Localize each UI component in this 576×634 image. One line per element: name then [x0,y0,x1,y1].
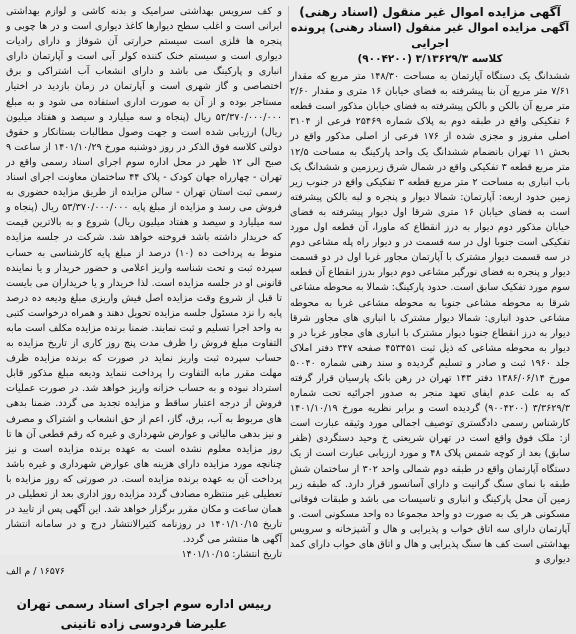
publish-date: تاریخ انتشار: ۱۴۰۱/۱۰/۱۵ [181,549,282,561]
notice-title: آگهی مزایده اموال غیر منقول (اسناد رهنی) [299,5,561,19]
notice-subtitle: آگهی مزایده اموال غیر منقول (اسناد رهنی) پرونده اجرایی [290,21,570,50]
left-body-text: و کف سرویس بهداشتی سرامیک و بدنه کاشی و لوازم بهداشتی ایرانی است و اغلب سطح دیوارها کاغذ دیواری است و در ها چوبی و پنجره ها فلزی است سیستم حرارتی آن شوفاژ و دارای رادیات دیواری است و سیستم خنک کننده کولر آبی است و آپارتمان دارای انباری و پارکینگ می باشد و دارای انشعاب آب اشتراکی و برق اختصاصی و گاز شهری است و آپارتمان در زمان بازدید در اختیار مستاجر بوده و از آن به صورت اداری استفاده می شود و به مبلغ ۵۳/۳۷۰/۰۰۰/۰۰۰ ریال (پنجاه و سه میلیارد و سیصد و هفتاد میلیون ریال) ارزیابی شده است و جهت وصول مطالبات بستانکار و حقوق دولتی کلاسه فوق الذکر در روز دوشنبه مورخ ۱۴۰۱/۱۰/۲۹ از ساعت ۹ صبح الی ۱۲ ظهر در محل اداره سوم اجرای اسناد رسمی واقع در تهران - چهارراه جهان کودک - پلاک ۴۴ ساختمان معاونت اجرای اسناد رسمی ثبت استان تهران - سالن مزایده از طریق مزایده حضوری به فروش می رسد و مزایده از مبلغ پایه ۵۳/۳۷۰/۰۰۰/۰۰۰ ریال (پنجاه و سه میلیارد و سیصد و هفتاد میلیون ریال) شروع و به بالاترین قیمت که خریدار داشته باشد فروخته خواهد شد. شرکت در جلسه مزایده منوط به پرداخت ده (۱۰) درصد از مبلغ پایه کارشناسی به حساب سپرده ثبت و تحت شناسه واریز اعلامی و حضور خریدار و یا نماینده قانونی او در جلسه مزایده است. لذا خریدار و یا خریداران می بایست تا قبل از شروع وقت مزایده اصل فیش واریزی مبلغ ودیعه ده درصد پایه را نزد مسئول جلسه مزایده تحویل دهند و همراه درخواست کتبی به واحد اجرا تسلیم و ثبت نمایند. ضمنا برنده مزایده مکلف است مابه التفاوت مبلغ فروش را ظرف مدت پنج روز کاری از تاریخ مزایده به حساب سپرده ثبت واریز نماید در صورت که برنده مزایده ظرف مهلت مقرر مابه التفاوت را پرداخت ننماید ودیعه مبلغ مذکور قابل استرداد نبوده و به حساب خزانه واریز خواهد شد. در صورت عملیات فروش از درجه اعتبار ساقط و مزایده تجدید می گردد. ضمنا بدهی های مربوط به آب، برق، گاز، اعم از حق انشعاب و اشتراک و مصرف و نیز بدهی مالیاتی و عوارض شهرداری و غیره که رقم قطعی آن ها تا روز مزایده معلوم نشده است به عهده برنده مزایده است و نیز چنانچه مورد مزایده دارای هزینه های عوارض شهرداری و غیره باشد پرداخت آن به عهده برنده مزایده است. در صورتی که روز مزایده با تعطیلی غیر منتظره مصادف گردد مزایده روز اداری بعد از تعطیلی در همان ساعت و مکان مقرر برگزار خواهد شد. این آگهی پس از تایید در تاریخ ۱۴۰۱/۱۰/۱۵ در روزنامه کثیرالانتشار درج و در سامانه انتشار آگهی ها منتشر می گردد. [6,6,283,546]
signature-name: علیرضا فردوسی زاده ثانینی [60,616,228,631]
right-column [290,4,571,566]
file-reference: کلاسه ۳/۱۳۶۲۹/۳ (۹۰۰۴۲۰۰) [357,53,503,65]
signature-title: رییس اداره سوم اجرای اسناد رسمی تهران [16,596,272,611]
left-column [6,4,283,631]
column-divider [288,6,289,549]
notice-code: ۱۶۵۷۶ / م الف [6,566,66,578]
right-body-text: ششدانگ یک دستگاه آپارتمان به مساحت ۱۴۸/۳۰ متر مربع که مقدار ۷/۶۱ متر مربع آن بنا پیشرفته به فضای خیابان ۱۶ متری و مقدار ۲/۶۰ متر مربع آن بالکن و بالکن پیشرفته به فضای خیابان مذکور است قطعه ۶ تفکیکی واقع در طبقه دوم به پلاک شماره ۲۵۴۶۹ فرعی از ۳۱۰۴ اصلی مفروز و مجزی شده از ۱۷۶ فرعی از اصلی مذکور واقع در بخش ۱۱ تهران بانضمام ششدانگ یک واحد پارکینگ به مساحت ۱۲/۵ متر مربع قطعه ۳ تفکیکی واقع در شمال شرق زیرزمین و ششدانگ یک باب انباری به مساحت ۲ متر مربع قطعه ۳ تفکیکی واقع در جنوب زیر زمین حدود اربعه: آپارتمان: شمالا دیوار و پنجره و لبه بالکن پیشرفته است به فضای خیابان ۱۶ متری شرقا اول دیوار پیشرفته به فضای خیابان مذکور دوم دیوار به درز انقطاع که ماورا، آن قطعه اول مورد تفکیکی است جنوبا اول در سه قسمت در و دیوار راه پله مشاعی دوم در سه قسمت دیوار مشترک با آپارتمان مجاور غربا اول در دو قسمت دیوار و پنجره به فضای نورگیر مشاعی دوم دیوار بدرز انقطاع آن قطعه سوم مورد تفکیک سابق است. حدود پارکینگ: شمالا به محوطه مشاعی شرقا به محوطه مشاعی جنوبا به محوطه مشاعی غربا به محوطه مشاعی حدود انباری: شمالا دیوار مشترک با انباری های مجاور شرقا دیوار به درز انقطاع جنوبا دیوار مشترک با انباری های مجاور غربا در و دیوار به محوطه مشاعی که ذیل ثبت ۴۵۳۴۵۱ صفحه ۳۴۷ دفتر املاک جلد ۱۹۶۰ ثبت و صادر و تسلیم گردیده و سند رهنی شماره ۵۰۰۴۰ مورخ ۱۳۸۶/۰۶/۱۴ دفتر ۱۴۳ تهران در رهن بانک پارسیان قرار گرفته که به علت عدم ایفای تعهد منجر به صدور اجرائیه تحت شماره ۳/۳۶۲۹/۳ (۹۰۰۴۲۰۰) گردیده است و برابر نظریه مورخ ۱۴۰۱/۱۰/۱۹ کارشناس رسمی دادگستری توصیف اجمالی مورد وثیقه عبارت است از: ملک فوق واقع است در تهران شریعتی خ وحید دستگردی (ظفر سابق) بعد از کوچه شمس پلاک ۴۸ و مورد ارزیابی عبارت است از یک دستگاه آپارتمان واقع در طبقه دوم شمالی واحد ۳۰۲ از ساختمان شش طبقه با نمای سنگ گرانیت و دارای آسانسور قرار دارد. که طبقه زیر زمین آن محل پارکینگ و انباری و تاسیسات می باشد و طبقات فوقانی مسکونی هر یک به صورت دو واحد مجموعا ده واحد مسکونی است. و آپارتمان دارای سه اتاق خواب و پذیرایی و هال و آشپزخانه و سرویس بهداشتی است کف ها سنگ پذیرایی و هال و اتاق های خواب دارای کمد دیواری و [290,71,571,566]
signature-block [6,594,282,634]
